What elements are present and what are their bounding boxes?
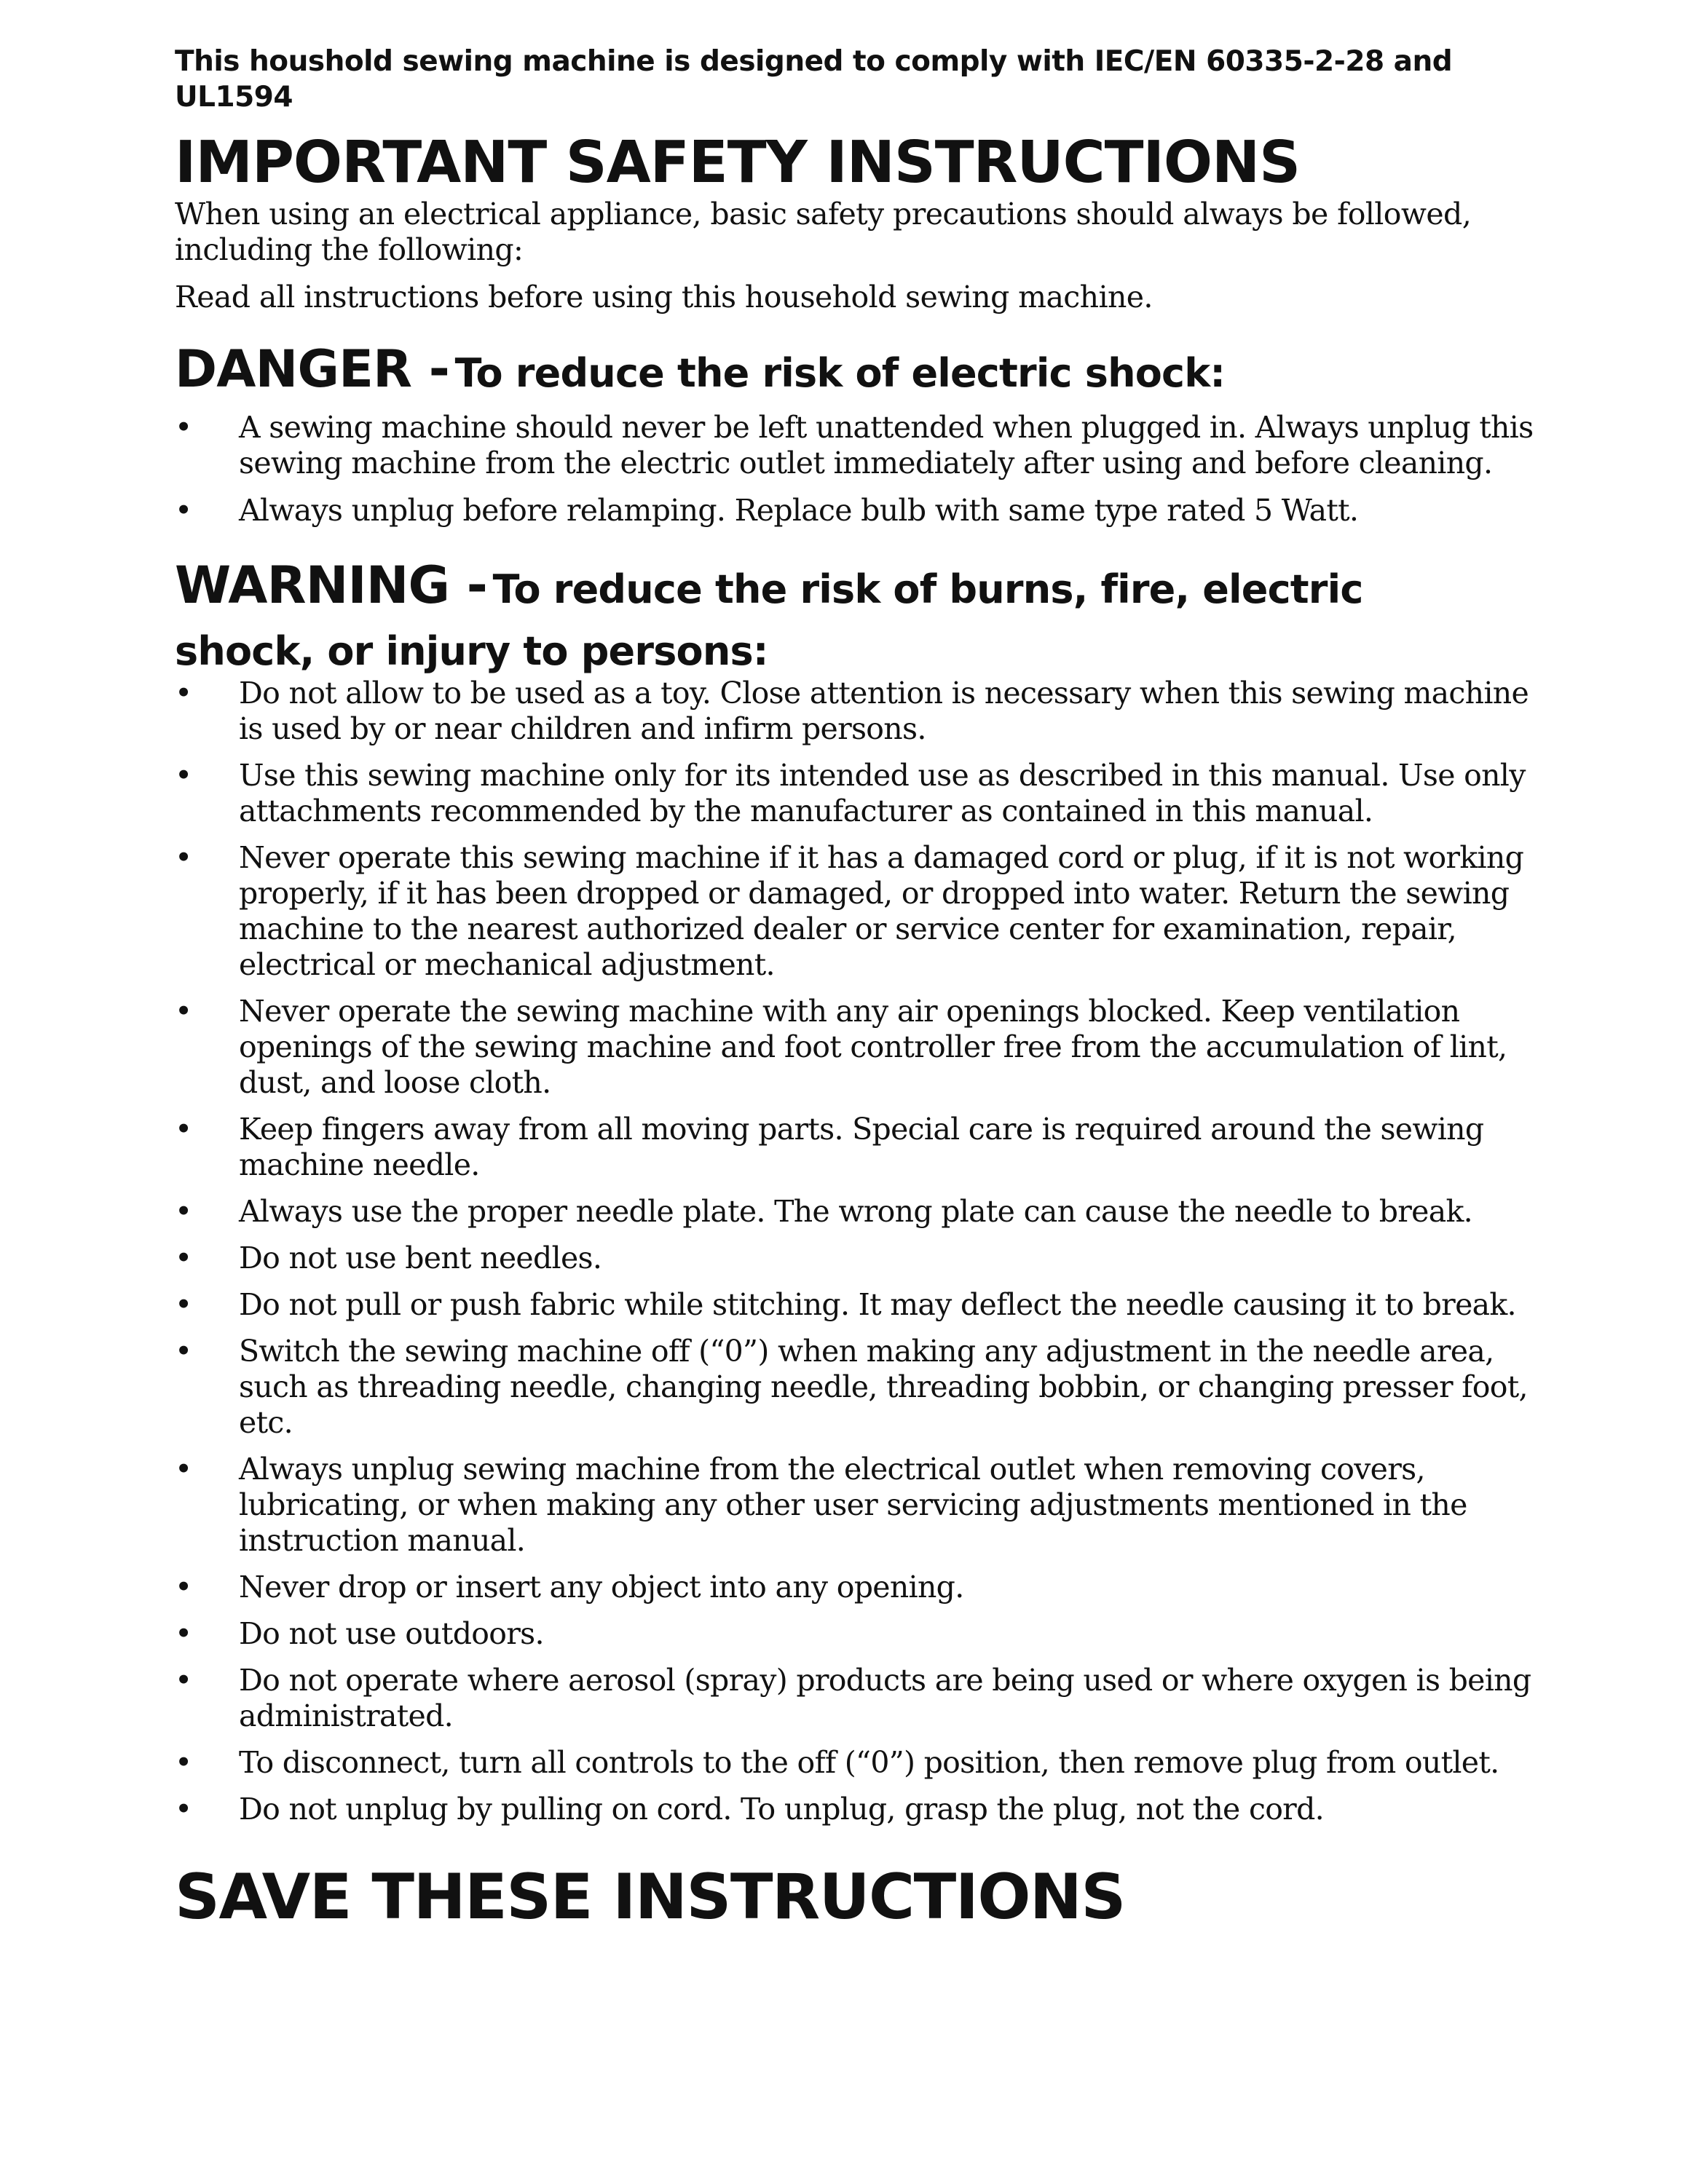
list-item: • Do not unplug by pulling on cord. To unplug, grasp the plug, not the cord. [175,1792,1558,1827]
warning-subtitle-line2: shock, or injury to persons: [175,628,768,674]
list-item: • Use this sewing machine only for its intended use as described in this manual. Use only attachments recommended by the manufacturer as contained in this manual. [175,758,1558,829]
danger-list [175,410,1558,529]
danger-subtitle: To reduce the risk of electric shock: [454,350,1226,396]
list-item: • Switch the sewing machine off (“0”) when making any adjustment in the needle area, such as threading needle, changing needle, threading bobbin, or changing presser foot, etc. [175,1334,1558,1441]
list-item: • Do not allow to be used as a toy. Close attention is necessary when this sewing machine is used by or near children and infirm persons. [175,676,1558,747]
main-title: IMPORTANT SAFETY INSTRUCTIONS [175,129,1301,196]
list-item: • To disconnect, turn all controls to the off (“0”) position, then remove plug from outlet. [175,1745,1558,1781]
warning-list [175,676,1558,1827]
list-item: • A sewing machine should never be left unattended when plugged in. Always unplug this sewing machine from the electric outlet immediately after using and before cleaning. [175,410,1558,481]
list-item: • Never operate the sewing machine with any air openings blocked. Keep ventilation openings of the sewing machine and foot controller free from the accumulation of lint, dust, and loose cloth. [175,994,1558,1101]
save-instructions-title: SAVE THESE INSTRUCTIONS [175,1861,1125,1934]
list-item: • Never drop or insert any object into any opening. [175,1570,1558,1605]
list-item: • Do not operate where aerosol (spray) products are being used or where oxygen is being administrated. [175,1663,1558,1734]
list-item: • Never operate this sewing machine if it has a damaged cord or plug, if it is not working properly, if it has been dropped or damaged, or dropped into water. Return the sewing machine to the nearest authorized dealer or service center for examination, repair, electrical or mechanical adjustment. [175,840,1558,983]
list-item: • Always unplug sewing machine from the electrical outlet when removing covers, lubricating, or when making any other user servicing adjustments mentioned in the instruction manual. [175,1452,1558,1559]
list-item: • Always unplug before relamping. Replace bulb with same type rated 5 Watt. [175,493,1558,529]
warning-label: WARNING - [175,555,488,615]
list-item: • Do not use outdoors. [175,1616,1558,1652]
list-item: • Always use the proper needle plate. The wrong plate can cause the needle to break. [175,1194,1558,1230]
intro-text: When using an electrical appliance, basic safety precautions should always be followed, including the following: [175,197,1472,267]
list-item: • Do not pull or push fabric while stitching. It may deflect the needle causing it to break. [175,1287,1558,1323]
danger-label: DANGER - [175,339,450,399]
warning-heading [175,555,1558,676]
list-item: • Keep fingers away from all moving parts. Special care is required around the sewing machine needle. [175,1112,1558,1183]
danger-heading [175,340,1558,410]
warning-subtitle-line1: To reduce the risk of burns, fire, electric [492,566,1363,612]
compliance-note: This houshold sewing machine is designed to comply with IEC/EN 60335-2-28 and UL1594 [175,45,1453,114]
document-page [175,44,1558,1934]
read-instructions-text: Read all instructions before using this household sewing machine. [175,280,1153,314]
list-item: • Do not use bent needles. [175,1241,1558,1276]
